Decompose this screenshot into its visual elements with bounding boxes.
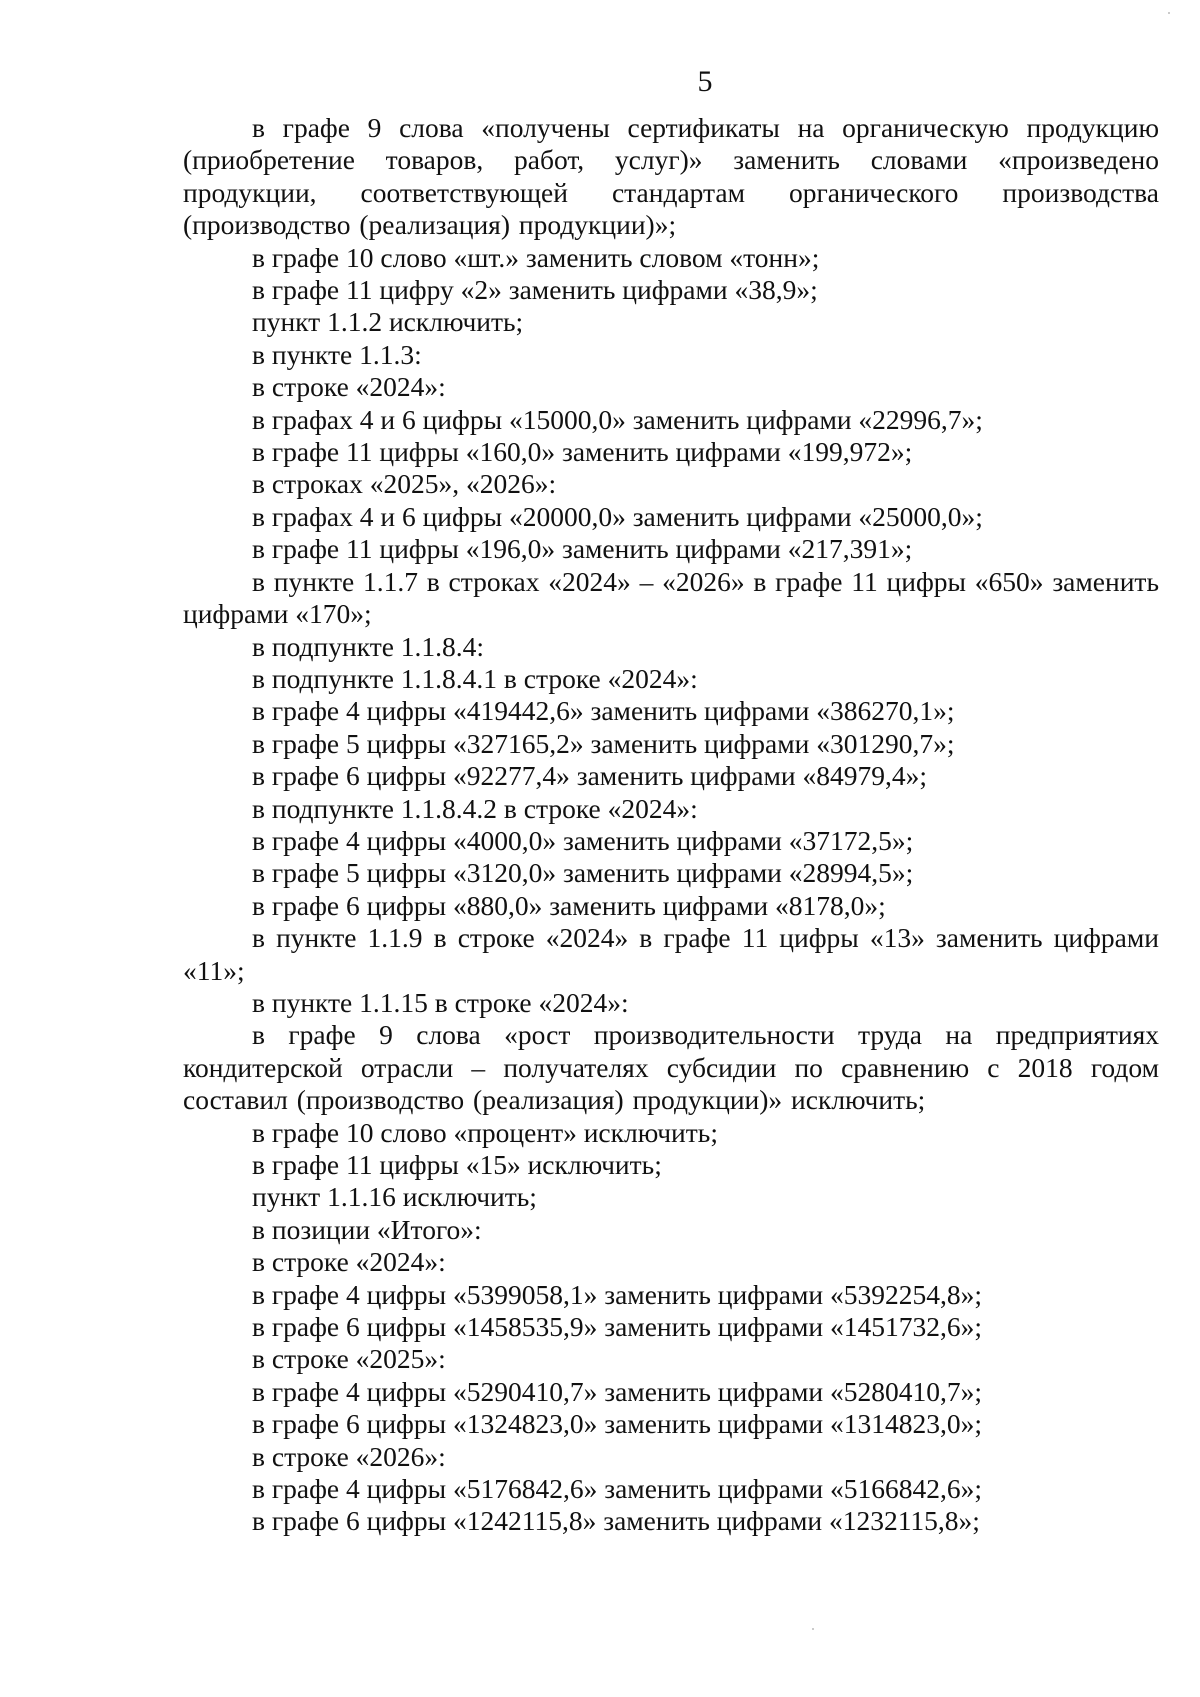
paragraph: в подпункте 1.1.8.4.2 в строке «2024»: xyxy=(252,792,698,824)
paragraph: в графе 11 цифру «2» заменить цифрами «38,9»; xyxy=(252,274,818,306)
paragraph: в графе 6 цифры «1458535,9» заменить цифрами «1451732,6»; xyxy=(252,1311,982,1343)
paragraph: в графе 4 цифры «419442,6» заменить цифрами «386270,1»; xyxy=(252,695,955,727)
paragraph: в пункте 1.1.15 в строке «2024»: xyxy=(252,986,629,1018)
scan-speck xyxy=(812,1628,814,1630)
paragraph: в графе 4 цифры «4000,0» заменить цифрами «37172,5»; xyxy=(252,824,914,856)
paragraph: пункт 1.1.2 исключить; xyxy=(252,306,524,338)
paragraph: в графе 11 цифры «160,0» заменить цифрами «199,972»; xyxy=(252,436,913,468)
paragraph: в графе 10 слово «процент» исключить; xyxy=(252,1116,718,1148)
paragraph: в позиции «Итого»: xyxy=(252,1213,482,1245)
paragraph: в пункте 1.1.7 в строках «2024» – «2026» в графе 11 цифры «650» заменить цифрами «170»; xyxy=(183,565,1159,630)
paragraph: в пункте 1.1.3: xyxy=(252,338,422,370)
paragraph: в строке «2026»: xyxy=(252,1440,446,1472)
paragraph: в графе 6 цифры «92277,4» заменить цифрами «84979,4»; xyxy=(252,760,927,792)
paragraph: в графе 10 слово «шт.» заменить словом «тонн»; xyxy=(252,241,820,273)
paragraph: в строке «2024»: xyxy=(252,371,446,403)
paragraph: в строке «2025»: xyxy=(252,1343,446,1375)
paragraph: в графе 4 цифры «5176842,6» заменить цифрами «5166842,6»; xyxy=(252,1473,982,1505)
paragraph: в графе 11 цифры «196,0» заменить цифрами «217,391»; xyxy=(252,533,913,565)
paragraph: в строке «2024»: xyxy=(252,1246,446,1278)
paragraph: пункт 1.1.16 исключить; xyxy=(252,1181,537,1213)
paragraph: в графе 11 цифры «15» исключить; xyxy=(252,1149,662,1180)
paragraph: в графе 9 слова «рост производительности труда на предприятиях кондитерской отрасли – получателях субсидии по сравнению с 2018 годом составил (производство (реализация) продукции)» исключить; xyxy=(183,1019,1159,1116)
paragraph: в графе 4 цифры «5399058,1» заменить цифрами «5392254,8»; xyxy=(252,1278,982,1310)
document-body xyxy=(183,112,1159,1538)
paragraph: в графе 5 цифры «3120,0» заменить цифрами «28994,5»; xyxy=(252,857,914,889)
paragraph: в графе 6 цифры «1324823,0» заменить цифрами «1314823,0»; xyxy=(252,1408,982,1440)
paragraph: в графе 5 цифры «327165,2» заменить цифрами «301290,7»; xyxy=(252,727,955,759)
scan-speck xyxy=(1168,12,1170,14)
paragraph: в графе 9 слова «получены сертификаты на органическую продукцию (приобретение товаров, работ, услуг)» заменить словами «произведено продукции, соответствующей стандартам органического производства (производство (реализация) продукции)»; xyxy=(183,112,1159,241)
paragraph: в графе 6 цифры «880,0» заменить цифрами «8178,0»; xyxy=(252,889,886,921)
paragraph: в подпункте 1.1.8.4: xyxy=(252,630,485,662)
paragraph: в графах 4 и 6 цифры «20000,0» заменить цифрами «25000,0»; xyxy=(252,500,983,532)
paragraph: в графах 4 и 6 цифры «15000,0» заменить цифрами «22996,7»; xyxy=(252,403,983,435)
page-number: 5 xyxy=(697,65,713,98)
paragraph: в подпункте 1.1.8.4.1 в строке «2024»: xyxy=(252,662,698,694)
paragraph: в пункте 1.1.9 в строке «2024» в графе 11 цифры «13» заменить цифрами «11»; xyxy=(183,922,1159,986)
paragraph: в графе 6 цифры «1242115,8» заменить цифрами «1232115,8»; xyxy=(252,1505,980,1537)
paragraph: в графе 4 цифры «5290410,7» заменить цифрами «5280410,7»; xyxy=(252,1375,982,1407)
paragraph: в строках «2025», «2026»: xyxy=(252,468,557,500)
